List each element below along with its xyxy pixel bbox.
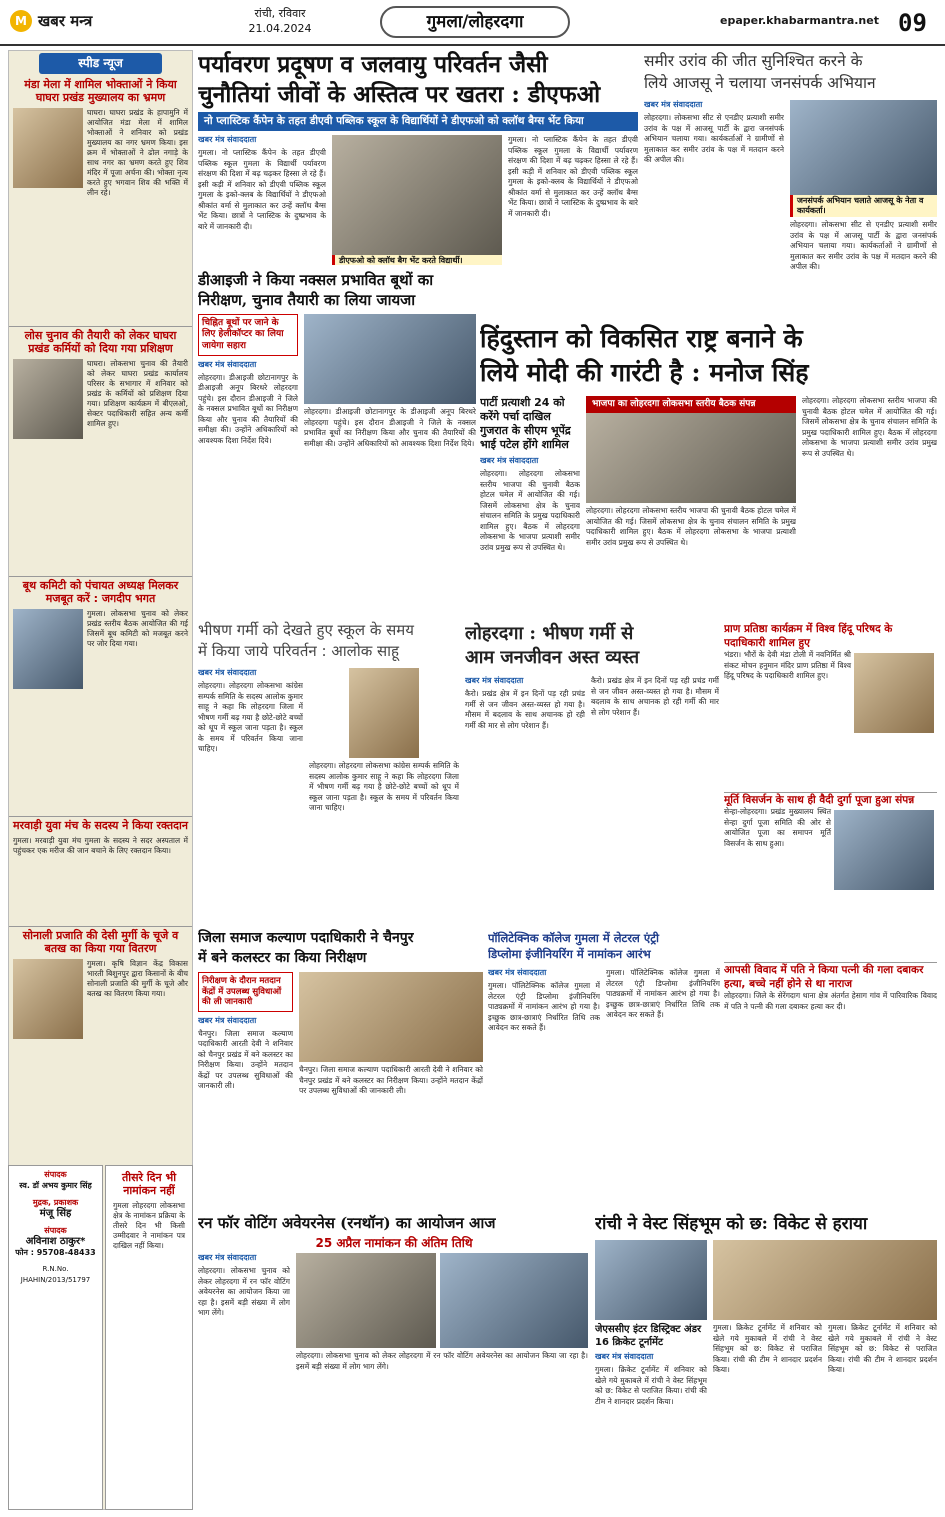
headline: प्राण प्रतिष्ठा कार्यक्रम में विश्व हिंदू परिषद के पदाधिकारी शामिल हुए — [724, 623, 893, 649]
story-body: लोहरदगा। लोकसभा चुनाव को लेकर लोहरदगा में रन फॉर वोटिंग अवेयरनेस का आयोजन किया जा रहा है। इसमें बड़ी संख्या में लोग भाग लेंगे। — [198, 1266, 290, 1317]
brand-logo — [10, 6, 150, 36]
headline: लोहरदगा : भीषण गर्मी से — [465, 623, 634, 644]
story-dig — [198, 270, 476, 615]
photo-tag: जेएससीए इंटर डिस्ट्रिक्ट अंडर 16 क्रिकेट टूर्नामेंट — [595, 1324, 702, 1348]
phone: फोन : 95708-48433 — [15, 1248, 96, 1257]
page-number: 09 — [898, 9, 927, 37]
story-body: लोहरदगा। लोकसभा सीट से एनडीए प्रत्याशी समीर उरांव के पक्ष में आजसू पार्टी के द्वारा जनसंपर्क अभियान चलाया गया। कार्यकर्ताओं ने ग्रामीणों से मुलाकात कर समीर उरांव के पक्ष में मतदान करने की अपील की। — [644, 113, 784, 164]
headline: लिये आजसू ने चलाया जनसंपर्क अभियान — [644, 74, 876, 92]
third-day-box — [105, 1165, 193, 1510]
imprint-box — [8, 1165, 103, 1510]
story-body-continued: गुमला। नो प्लास्टिक कैंपेन के तहत डीएवी पब्लिक स्कूल गुमला के विद्यार्थी पर्यावरण संरक्षण की दिशा में बढ़ चढ़कर हिस्सा ले रहे हैं। इसी कड़ी में शनिवार को डीएवी पब्लिक स्कूल गुमला के इको-क्लब के विद्यार्थियों ने डीएफओ श्रीकांत वर्मा से मुलाकात कर उन्हें क्लॉथ बैग्स भेंट किया। छात्रों ने प्लास्टिक के दुष्प्रभाव के बारे में जानकारी दी। — [508, 135, 638, 218]
story-photo — [304, 314, 476, 404]
sidebar-photo — [13, 609, 83, 689]
sidebar-item-body: गुमला। कृषि विज्ञान केंद्र विकास भारती बिशुनपुर द्वारा किसानों के बीच सोनाली प्रजाति की मुर्गी के चूजे और बतख का वितरण किया गया। — [87, 959, 188, 999]
headline: में किया जाये परिवर्तन : आलोक साहू — [198, 642, 399, 660]
headline: आपसी विवाद में पति ने किया पत्नी की गला दबाकर हत्या, बच्चे नहीं होने से था नाराज — [724, 964, 924, 990]
byline: खबर मंत्र संवाददाता — [644, 100, 703, 109]
photo-caption: जनसंपर्क अभियान चलाते आजसू के नेता व कार्यकर्ता। — [790, 195, 937, 217]
subhead: नो प्लास्टिक कैंपेन के तहत डीएवी पब्लिक स्कूल के विद्यार्थियों ने डीएफओ को क्लॉथ बैग्स भेंट किया — [198, 112, 638, 131]
story-chainpur — [198, 928, 483, 1208]
byline: खबर मंत्र संवाददाता — [198, 1015, 257, 1025]
highlight-box: चिह्नित बूथों पर जाने के लिए हेलीकॉप्टर का लिया जायेगा सहारा — [198, 314, 298, 356]
city-day: रांची, रविवार — [254, 7, 306, 20]
story-polytechnic — [488, 930, 720, 1205]
page-header — [0, 0, 945, 46]
byline: खबर मंत्र संवाददाता — [465, 676, 524, 685]
headline: जिला समाज कल्याण पदाधिकारी ने चैनपुर — [198, 930, 414, 946]
story-body: लोहरदगा। लोहरदगा लोकसभा स्तरीय भाजपा की चुनावी बैठक होटल चमेल में आयोजित की गई। जिसमें लोकसभा क्षेत्र के चुनाव संचालन समिति के प्रमुख पदाधिकारी शामिल हुए। बैठक में लोहरदगा लोकसभा के भाजपा प्रत्याशी समीर उरांव प्रमुख रूप से उपस्थित थे। — [480, 469, 580, 552]
third-day-body: गुमला लोहरदगा लोकसभा क्षेत्र के नामांकन प्रक्रिया के तीसरे दिन भी किसी उम्मीदवार ने नामांकन पत्र दाखिल नहीं किया। — [113, 1201, 185, 1251]
byline: खबर मंत्र संवाददाता — [480, 456, 539, 465]
sidebar-item-body: घाघरा। घाघरा प्रखंड के हापामुनि में आयोजित मंडा मेला में शामिल भोक्ताओं ने शनिवार को प्रखंड मुख्यालय का नगर भ्रमण किया। इस क्रम में भोक्ताओं ने ढोल नगाड़े के साथ नगर का भ्रमण करते हुए शिव मंदिर में पूजा अर्चना की। भोक्ता नृत्य करते हुए भगवान शिव की भक्ति में लीन रहे। — [87, 108, 188, 198]
story-body: भंडरा। भौरों के देवी मंडा टोली में नवनिर्मित श्री संकट मोचन हनुमान मंदिर प्राण प्रतिष्ठा में विश्व हिंदू परिषद के पदाधिकारी शामिल हुए। — [724, 650, 851, 680]
sidebar-item — [9, 76, 192, 326]
story-body-continued: गुमला। क्रिकेट टूर्नामेंट में शनिवार को खेले गये मुकाबले में रांची ने वेस्ट सिंहभूम को छ: विकेट से पराजित किया। रांची की टीम ने शानदार प्रदर्शन किया। — [828, 1323, 937, 1374]
story-body: लोहरदगा। जिले के सेरेंगदाग थाना क्षेत्र अंतर्गत हेसाग गांव में पारिवारिक विवाद में पति ने पत्नी की गला दबाकर हत्या कर दी। — [724, 991, 937, 1011]
sidebar-item-head: मंडा मेला में शामिल भोक्ताओं ने किया घाघरा प्रखंड मुख्यालय का भ्रमण — [24, 78, 177, 105]
sidebar-photo — [13, 959, 83, 1039]
sidebar-item-body: गुमला। लोकसभा चुनाव को लेकर प्रखंड स्तरीय बैठक आयोजित की गई जिसमें बूथ कमिटी को मजबूत करने पर जोर दिया गया। — [87, 609, 188, 649]
headline: मूर्ति विसर्जन के साथ ही वैदी दुर्गा पूजा हुआ संपन्न — [724, 794, 915, 806]
headline: रन फॉर वोटिंग अवेयरनेस (रनथॉन) का आयोजन आज — [198, 1214, 496, 1232]
story-body: गुमला। नो प्लास्टिक कैंपेन के तहत डीएवी पब्लिक स्कूल गुमला के विद्यार्थी पर्यावरण संरक्षण की दिशा में बढ़ चढ़कर हिस्सा ले रहे हैं। इसी कड़ी में शनिवार को डीएवी पब्लिक स्कूल गुमला के इको-क्लब के विद्यार्थियों ने डीएफओ श्रीकांत वर्मा से मुलाकात कर उन्हें क्लॉथ बैग्स भेंट किया। छात्रों ने प्लास्टिक के दुष्प्रभाव के बारे में जानकारी दी। — [198, 148, 326, 231]
byline: खबर मंत्र संवाददाता — [595, 1352, 654, 1361]
photo-tag: भाजपा का लोहरदगा लोकसभा स्तरीय बैठक संपन्न — [586, 396, 796, 413]
epaper-url[interactable]: epaper.khabarmantra.net — [720, 14, 879, 27]
headline: आम जनजीवन अस्त व्यस्त — [465, 647, 640, 668]
sidebar-photo — [13, 359, 83, 439]
story-dfo — [198, 50, 638, 265]
headline: डिप्लोमा इंजीनियरिंग में नामांकन आरंभ — [488, 947, 651, 961]
story-body-continued: कैरो। प्रखंड क्षेत्र में इन दिनों पड़ रही प्रचंड गर्मी से जन जीवन अस्त-व्यस्त हो गया है। मौसम में बदलाव के साथ अचानक हो रही गर्मी की मार से लोग परेशान हैं। — [591, 676, 719, 717]
story-body-continued: गुमला। पॉलिटेक्निक कॉलेज गुमला में लेटरल एंट्री डिप्लोमा इंजीनियरिंग पाठ्यक्रमों में नामांकन आरंभ हो गया है। इच्छुक छात्र-छात्राएं निर्धारित तिथि तक आवेदन कर सकते हैं। — [606, 968, 720, 1019]
highlight-box: निरीक्षण के दौरान मतदान केंद्रों में उपलब्ध सुविधाओं की ली जानकारी — [198, 972, 293, 1012]
byline: खबर मंत्र संवाददाता — [488, 968, 547, 977]
story-body: गुमला। पॉलिटेक्निक कॉलेज गुमला में लेटरल एंट्री डिप्लोमा इंजीनियरिंग पाठ्यक्रमों में नामांकन आरंभ हो गया है। इच्छुक छात्र-छात्राएं निर्धारित तिथि तक आवेदन कर सकते हैं। — [488, 981, 600, 1032]
sidebar-item-head: बूथ कमिटी को पंचायत अध्यक्ष मिलकर मजबूत करें : जगदीप भगत — [22, 579, 179, 606]
side-headline: पार्टी प्रत्याशी 24 को करेंगे पर्चा दाखिल गुजरात के सीएम भूपेंद्र भाई पटेल होंगे शामिल — [480, 396, 571, 451]
story-photo — [299, 972, 483, 1062]
sidebar-item-head: लोस चुनाव की तैयारी को लेकर घाघरा प्रखंड कर्मियों को दिया गया प्रशिक्षण — [24, 329, 177, 356]
headline: भीषण गर्मी को देखते हुए स्कूल के समय — [198, 621, 414, 639]
story-body: सेन्हा-लोहरदगा। प्रखंड मुख्यालय स्थित सेन्हा दुर्गा पूजा समिति की ओर से आयोजित पूजा का समापन मूर्ति विसर्जन के साथ हुआ। — [724, 807, 831, 848]
right-column — [724, 622, 937, 1162]
story-cricket — [595, 1212, 937, 1512]
story-photo — [790, 100, 937, 195]
third-day-head: तीसरे दिन भी नामांकन नहीं — [121, 1171, 177, 1198]
story-photo — [296, 1253, 436, 1348]
story-body-continued: गुमला। क्रिकेट टूर्नामेंट में शनिवार को खेले गये मुकाबले में रांची ने वेस्ट सिंहभूम को छ: विकेट से पराजित किया। रांची की टीम ने शानदार प्रदर्शन किया। — [713, 1323, 822, 1374]
imprint-label: संपादक — [44, 1226, 67, 1235]
byline: खबर मंत्र संवाददाता — [198, 359, 257, 369]
story-body: लोहरदगा। लोहरदगा लोकसभा कांग्रेस सम्पर्क समिति के सदस्य आलोक कुमार साहू ने कहा कि लोहरदगा जिला में भीषण गर्मी बढ़ गया है छोटे-छोटे बच्चों को धूप में स्कूल जाना पड़ता है। स्कूल के समय में परिवर्तन किया जाना चाहिए। — [198, 681, 303, 753]
story-body: लोहरदगा। डीआइजी छोटानागपुर के डीआइजी अनूप बिरथरे लोहरदगा पहुंचे। इस दौरान डीआइजी ने जिले के नक्सल प्रभावित बूथों का निरीक्षण किया और चुनाव की तैयारियों की समीक्षा की। उन्होंने अधिकारियों को आवश्यक दिशा निर्देश दिये। — [198, 372, 298, 445]
sidebar-item — [9, 576, 192, 816]
story-body-continued: चैनपुर। जिला समाज कल्याण पदाधिकारी आरती देवी ने शनिवार को चैनपुर प्रखंड में बने कलस्टर का निरीक्षण किया। उन्होंने मतदान केंद्रों पर उपलब्ध सुविधाओं की जानकारी ली। — [299, 1065, 483, 1095]
story-alok-sahu — [198, 620, 460, 920]
byline: खबर मंत्र संवाददाता — [198, 668, 257, 677]
story-photo — [586, 413, 796, 503]
date: 21.04.2024 — [248, 22, 312, 35]
sidebar-item-body: घाघरा। लोकसभा चुनाव की तैयारी को लेकर घाघरा प्रखंड कार्यालय परिसर के सभागार में शनिवार को प्रखंड के कर्मियों को प्रशिक्षण दिया गया। प्रशिक्षण कार्यक्रम में बीएलओ, सेक्टर पदाधिकारी सहित अन्य कर्मी शामिल हुए। — [87, 359, 188, 429]
story-body-continued: लोहरदगा। लोहरदगा लोकसभा स्तरीय भाजपा की चुनावी बैठक होटल चमेल में आयोजित की गई। जिसमें लोकसभा क्षेत्र के चुनाव संचालन समिति के प्रमुख पदाधिकारी शामिल हुए। बैठक में लोहरदगा लोकसभा के भाजपा प्रत्याशी समीर उरांव प्रमुख रूप से उपस्थित थे। — [586, 506, 796, 547]
story-body: चैनपुर। जिला समाज कल्याण पदाधिकारी आरती देवी ने शनिवार को चैनपुर प्रखंड में बने कलस्टर का निरीक्षण किया। उन्होंने मतदान केंद्रों पर उपलब्ध सुविधाओं की जानकारी ली। — [198, 1028, 293, 1091]
speed-news-tag: स्पीड न्यूज — [39, 53, 162, 74]
story-photo — [713, 1240, 937, 1320]
byline: खबर मंत्र संवाददाता — [198, 1253, 257, 1262]
story-vhp — [724, 622, 937, 792]
headline: पर्यावरण प्रदूषण व जलवायु परिवर्तन जैसी — [198, 51, 548, 78]
sidebar-item-body: गुमला। मरवाड़ी युवा मंच गुमला के सदस्य ने सदर अस्पताल में पहुंचकर एक मरीज की जान बचाने के लिए रक्तदान किया। — [13, 836, 188, 856]
story-body-continued: लोहरदगा। डीआइजी छोटानागपुर के डीआइजी अनूप बिरथरे लोहरदगा पहुंचे। इस दौरान डीआइजी ने जिले के नक्सल प्रभावित बूथों का निरीक्षण किया और चुनाव की तैयारियों की समीक्षा की। उन्होंने अधिकारियों को आवश्यक दिशा निर्देश दिये। — [304, 407, 476, 448]
founder-editor: स्व. डॉ अभय कुमार सिंह — [19, 1181, 92, 1190]
story-photo — [854, 653, 934, 733]
rni-number: R.N.No. JHAHIN/2013/51797 — [20, 1265, 91, 1284]
sidebar-item — [9, 816, 192, 926]
story-murder — [724, 962, 937, 1157]
dateline — [235, 6, 325, 36]
imprint-label: संपादक — [44, 1170, 67, 1179]
story-runathon — [198, 1212, 590, 1512]
story-ajsu — [644, 50, 937, 315]
section-title: गुमला/लोहरदगा — [380, 6, 570, 38]
story-durga-puja — [724, 792, 937, 962]
story-body: गुमला। क्रिकेट टूर्नामेंट में शनिवार को खेले गये मुकाबले में रांची ने वेस्ट सिंहभूम को छ: विकेट से पराजित किया। रांची की टीम ने शानदार प्रदर्शन किया। — [595, 1365, 707, 1406]
logo-icon: M — [10, 10, 32, 32]
sidebar-item — [9, 326, 192, 576]
story-manoj-singh — [480, 322, 937, 617]
headline: डीआइजी ने किया नक्सल प्रभावित बूथों का निरीक्षण, चुनाव तैयारी का लिया जायजा — [198, 271, 434, 309]
subhead: 25 अप्रैल नामांकन की अंतिम तिथि — [315, 1236, 473, 1250]
brand-name: खबर मन्त्र — [38, 11, 93, 30]
headline: लिये मोदी की गारंटी है : मनोज सिंह — [480, 358, 809, 387]
story-photo — [595, 1240, 707, 1320]
exec-editor: अविनाश ठाकुर* — [25, 1236, 86, 1247]
headline: हिंदुस्तान को विकसित राष्ट्र बनाने के — [480, 324, 803, 353]
publisher: मंजू सिंह — [39, 1208, 72, 1219]
story-body-continued: लोहरदगा। लोहरदगा लोकसभा स्तरीय भाजपा की चुनावी बैठक होटल चमेल में आयोजित की गई। जिसमें लोकसभा क्षेत्र के चुनाव संचालन समिति के प्रमुख पदाधिकारी शामिल हुए। बैठक में लोहरदगा लोकसभा के भाजपा प्रत्याशी समीर उरांव प्रमुख रूप से उपस्थित थे। — [802, 396, 937, 458]
headline: चुनौतियां जीवों के अस्तित्व पर खतरा : डीएफओ — [198, 81, 601, 108]
headline: समीर उरांव की जीत सुनिश्चित करने के — [644, 52, 863, 70]
story-body: कैरो। प्रखंड क्षेत्र में इन दिनों पड़ रही प्रचंड गर्मी से जन जीवन अस्त-व्यस्त हो गया है। मौसम में बदलाव के साथ अचानक हो रही गर्मी की मार से लोग परेशान हैं। — [465, 689, 585, 730]
byline: खबर मंत्र संवाददाता — [198, 135, 257, 145]
sidebar-item-head: मरवाड़ी युवा मंच के सदस्य ने किया रक्तदान — [13, 819, 188, 832]
sidebar-item-head: सोनाली प्रजाति की देसी मुर्गी के चूजे व बतख का किया गया वितरण — [22, 929, 179, 956]
story-heatwave — [465, 622, 720, 927]
story-photo — [834, 810, 934, 890]
story-body-continued: लोहरदगा। लोकसभा चुनाव को लेकर लोहरदगा में रन फॉर वोटिंग अवेयरनेस का आयोजन किया जा रहा है। इसमें बड़ी संख्या में लोग भाग लेंगे। — [296, 1351, 588, 1371]
imprint-label: मुद्रक, प्रकाशक — [32, 1198, 79, 1207]
headline: में बने कलस्टर का किया निरीक्षण — [198, 950, 367, 966]
headline: रांची ने वेस्ट सिंहभूम को छ: विकेट से हराया — [595, 1214, 868, 1234]
headline: पॉलिटेक्निक कॉलेज गुमला में लेटरल एंट्री — [488, 931, 659, 945]
photo-caption: डीएफओ को क्लॉथ बैग भेंट करते विद्यार्थी। — [332, 255, 502, 265]
story-photo — [332, 135, 502, 255]
sidebar-item — [9, 926, 192, 1126]
portrait-photo — [349, 668, 419, 758]
story-photo — [440, 1253, 588, 1348]
story-body-continued: लोहरदगा। लोकसभा सीट से एनडीए प्रत्याशी समीर उरांव के पक्ष में आजसू पार्टी के द्वारा जनसंपर्क अभियान चलाया गया। कार्यकर्ताओं ने ग्रामीणों से मुलाकात कर समीर उरांव के पक्ष में मतदान करने की अपील की। — [790, 220, 937, 271]
sidebar-photo — [13, 108, 83, 188]
story-body-continued: लोहरदगा। लोहरदगा लोकसभा कांग्रेस सम्पर्क समिति के सदस्य आलोक कुमार साहू ने कहा कि लोहरदगा जिला में भीषण गर्मी बढ़ गया है छोटे-छोटे बच्चों को धूप में स्कूल जाना पड़ता है। स्कूल के समय में परिवर्तन किया जाना चाहिए। — [309, 761, 459, 812]
